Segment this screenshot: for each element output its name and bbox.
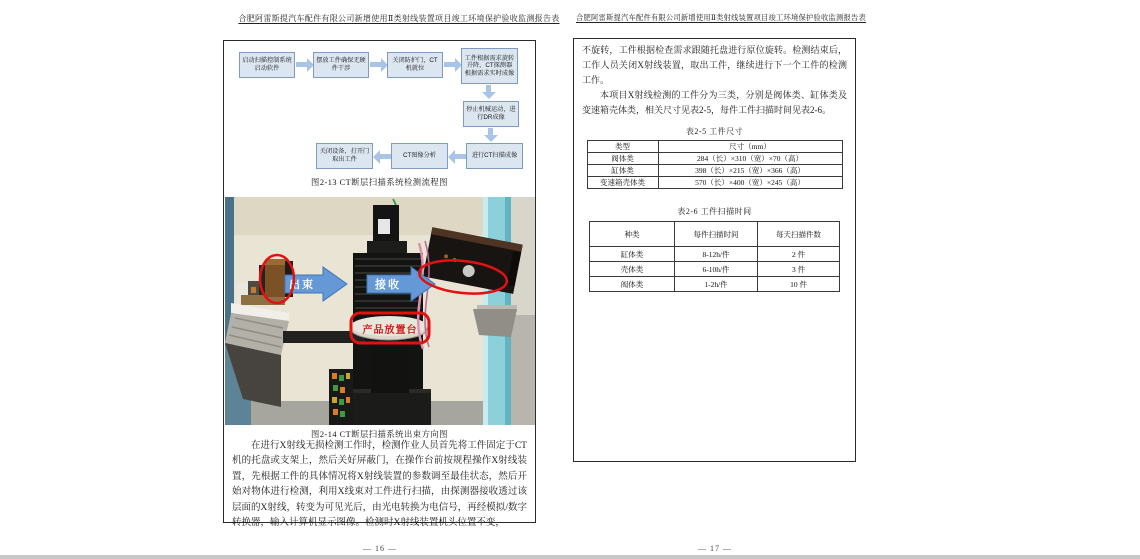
flow-step-image-analysis: CT图像分析 (391, 143, 448, 169)
table-2-5-caption: 表2-5 工件尺寸 (685, 127, 744, 136)
table-2-6 (589, 221, 840, 292)
table-row (587, 177, 842, 189)
table-cell: 2 件 (758, 247, 840, 262)
flow-step-dr-imaging: 停止机械运动，进行DR成像 (463, 101, 519, 127)
horizontal-scrollbar[interactable] (0, 555, 1140, 559)
flow-arrow-left-icon (380, 154, 391, 159)
flow-step-shutdown: 关闭设备，打开门取出工件 (316, 143, 373, 169)
flow-step-close-door: 关闭防护门，CT机就位 (387, 52, 443, 78)
table-row (590, 262, 840, 277)
page17-paragraph-1: 不旋转，工件根据检查需求跟随托盘进行原位旋转。检测结束后，工作人员关闭X射线装置，取出工件，继续进行下一个工件的检测工作。 (582, 45, 847, 85)
table-row (590, 222, 840, 247)
table-row (587, 153, 842, 165)
table-header-cell: 类型 (587, 141, 658, 153)
flow-arrow-right-icon (444, 62, 455, 67)
page16-header: 合肥阿雷斯提汽车配件有限公司新增使用Ⅱ类射线装置项目竣工环境保护验收监测报告表 (238, 14, 560, 23)
flow-step-start-software: 启动扫描控制系统启动软件 (239, 52, 295, 78)
page17-paragraph-2: 本项目X射线检测的工件分为三类，分别是阀体类、缸体类及变速箱壳体类，相关尺寸见表2-5，每件工件扫描时间见表2-6。 (582, 90, 847, 115)
flow-step-place-workpiece: 摆放工件确保无硬件干涉 (313, 52, 369, 78)
figure-2-13-caption: 图2-13 CT断层扫描系统检测流程图 (311, 178, 448, 187)
table-cell: 284（长）×310（宽）×70（高） (658, 153, 842, 165)
table-header-cell: 每天扫描件数 (758, 222, 840, 247)
flow-arrow-down-icon (488, 128, 493, 135)
page17-number: — 17 — (698, 544, 732, 553)
platform-label: 产品放置台 (362, 325, 418, 336)
figure-2-14-caption: 图2-14 CT断层扫描系统出束方向图 (311, 430, 448, 439)
table-cell: 8-12h/件 (675, 247, 758, 262)
table-cell: 6-10h/件 (675, 262, 758, 277)
flow-arrow-down-icon (486, 85, 491, 92)
table-2-5 (587, 140, 843, 189)
flow-arrow-left-icon (455, 154, 466, 159)
page17-content-box (573, 38, 856, 462)
page16-number: — 16 — (363, 544, 397, 553)
flow-step-rotate-imaging: 工件根据需求旋转升降，CT探测器根据需求实时成像 (461, 48, 518, 84)
table-row (587, 141, 842, 153)
table-cell: 570（长）×400（宽）×245（高） (658, 177, 842, 189)
flow-arrow-right-icon (296, 62, 307, 67)
table-cell: 缸体类 (587, 165, 658, 177)
table-2-6-caption: 表2-6 工件扫描时间 (677, 207, 752, 216)
table-row (590, 247, 840, 262)
table-row (590, 277, 840, 292)
table-cell: 壳体类 (590, 262, 675, 277)
table-cell: 阀体类 (590, 277, 675, 292)
flow-arrow-right-icon (370, 62, 381, 67)
table-cell: 398（长）×215（宽）×366（高） (658, 165, 842, 177)
receive-label: 接收 (375, 279, 401, 291)
photo-cable-bundle (329, 369, 353, 425)
page17-header: 合肥阿雷斯提汽车配件有限公司新增使用Ⅱ类射线装置项目竣工环境保护验收监测报告表 (575, 13, 867, 22)
flow-step-ct-scan: 进行CT扫描成像 (466, 143, 523, 169)
table-cell: 变速箱壳体类 (587, 177, 658, 189)
table-cell: 缸体类 (590, 247, 675, 262)
figure-2-14-photo (225, 197, 535, 425)
table-header-cell: 尺寸（mm） (658, 141, 842, 153)
table-cell: 阀体类 (587, 153, 658, 165)
beam-out-label: 出束 (289, 279, 315, 291)
page16-content-box (223, 40, 536, 529)
table-cell: 3 件 (758, 262, 840, 277)
table-cell: 1-2h/件 (675, 277, 758, 292)
table-cell: 10 件 (758, 277, 840, 292)
table-row (587, 165, 842, 177)
table-header-cell: 每件扫描时间 (675, 222, 758, 247)
page16-paragraph: 在进行X射线无损检测工作时，检测作业人员首先将工件固定于CT机的托盘或支架上，然后关好屏蔽门，在操作台前按规程操作X射线装置，先根据工件的具体情况将X射线装置的参数调至最佳状态，然后开始对物体进行检测，利用X线束对工件进行扫描，由探测器接收透过该层面的X射线，转变为可见光后，由光电转换为电信号，再经模拟/数字转换器，输入计算机显示图像。检测时X射线装置机头位置不变， (232, 441, 527, 529)
table-header-cell: 种类 (590, 222, 675, 247)
